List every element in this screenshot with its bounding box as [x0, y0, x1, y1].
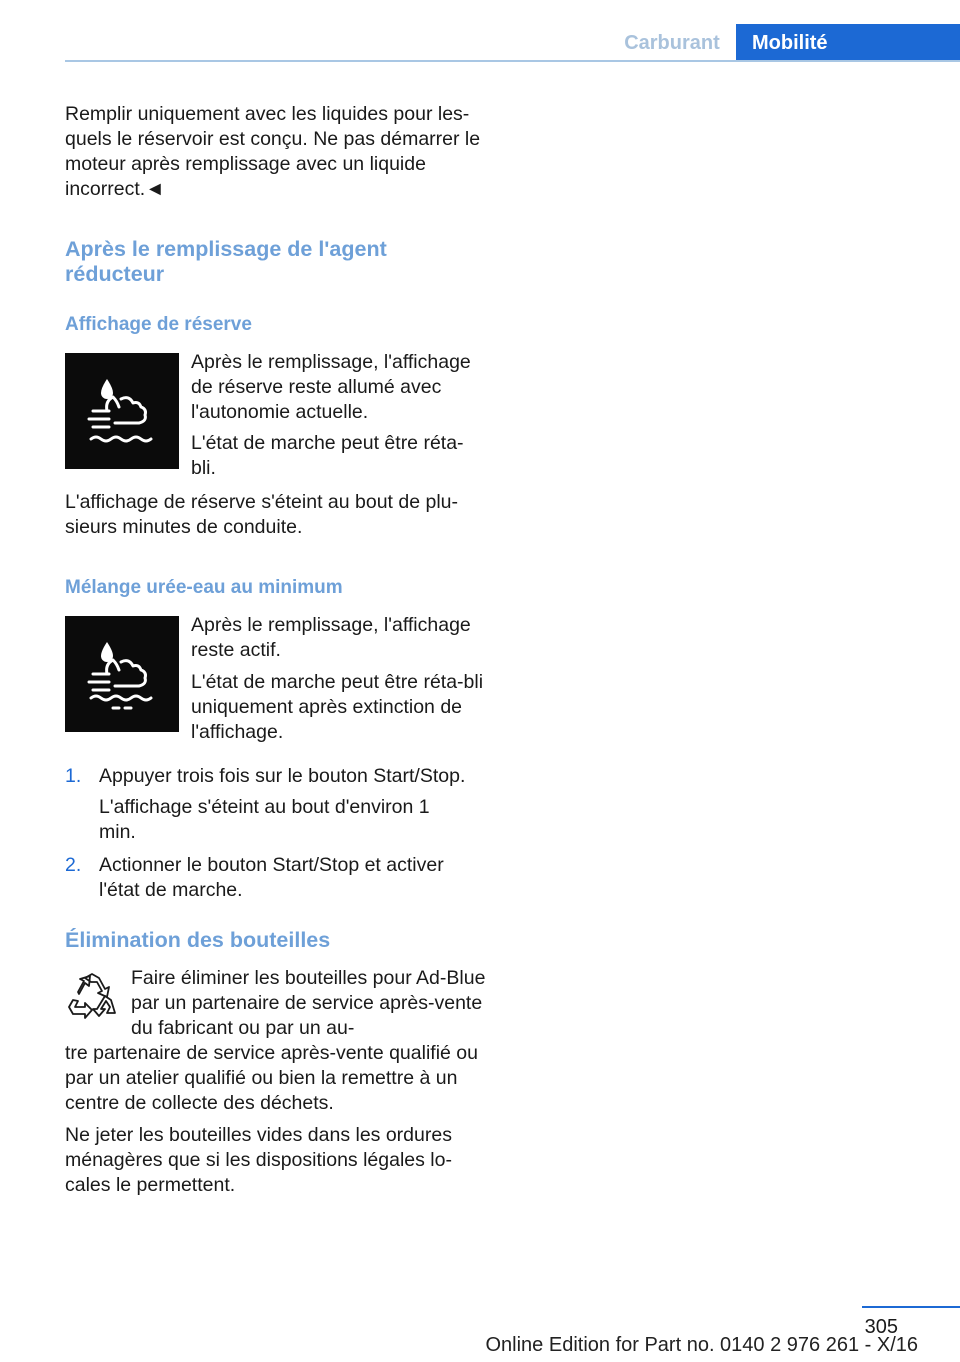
minimum-text-1: Après le remplissage, l'affichage reste actif. [191, 614, 471, 661]
step-1-number: 1. [65, 765, 82, 787]
section-title-disposal: Élimination des bouteilles [65, 928, 331, 952]
recycle-icon [65, 970, 119, 1024]
tab-mobilite[interactable]: Mobilité [736, 24, 960, 62]
intro-paragraph: Remplir uniquement avec les liquides pour les-quels le réservoir est conçu. Ne pas démarrer le moteur après remplissage avec un liquide incorrect.◄ [65, 103, 481, 200]
disposal-text-1: Faire éliminer les bouteilles pour Ad-Blue par un partenaire de service après-vente du fabricant ou par un au- [131, 967, 486, 1039]
reserve-text-1: Après le remplissage, l'affichage de réserve reste allumé avec l'autonomie actuelle. [191, 351, 471, 423]
footer-edition: Online Edition for Part no. 0140 2 976 261 - X/16 [485, 1334, 918, 1356]
page-number: 305 [864, 1316, 898, 1338]
step-1-subtext: L'affichage s'éteint au bout d'environ 1 min. [99, 796, 430, 843]
section-title-after-refill: Après le remplissage de l'agent réducteur [65, 237, 387, 286]
subsection-title-minimum: Mélange urée-eau au minimum [65, 577, 343, 598]
step-2-number: 2. [65, 854, 82, 876]
reserve-text-2: L'état de marche peut être réta-bli. [191, 432, 464, 479]
subsection-title-reserve: Affichage de réserve [65, 314, 252, 335]
step-2-text: Actionner le bouton Start/Stop et activer l'état de marche. [99, 854, 444, 901]
disposal-text-2: Ne jeter les bouteilles vides dans les ordures ménagères que si les dispositions légales lo-cales le permettent. [65, 1124, 452, 1196]
disposal-text-1-continued: tre partenaire de service après-vente qualifié ou par un atelier qualifié ou bien la remettre à un centre de collecte des déchets. [65, 1042, 478, 1114]
header-divider [65, 60, 960, 62]
adblue-minimum-warning-icon [65, 616, 179, 732]
footer-divider [862, 1306, 960, 1308]
reserve-text-3: L'affichage de réserve s'éteint au bout de plu-sieurs minutes de conduite. [65, 491, 459, 538]
step-1-text: Appuyer trois fois sur le bouton Start/Stop. [99, 765, 466, 787]
minimum-text-2: L'état de marche peut être réta-bli uniquement après extinction de l'affichage. [191, 671, 484, 743]
adblue-reserve-warning-icon [65, 353, 179, 469]
tab-carburant[interactable]: Carburant [624, 32, 720, 54]
